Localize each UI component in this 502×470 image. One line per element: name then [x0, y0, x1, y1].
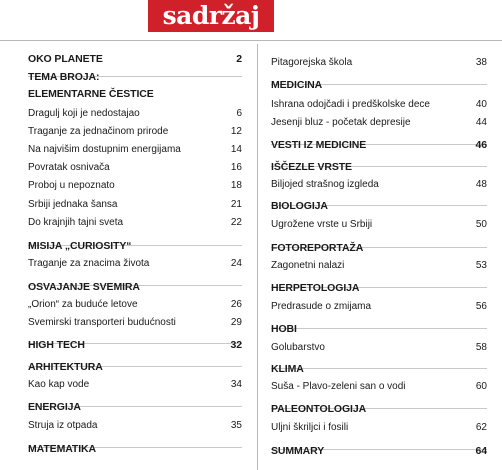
header-divider — [0, 40, 502, 41]
toc-page-number: 32 — [230, 339, 242, 351]
page-title: sadržaj — [162, 1, 260, 30]
toc-entry[interactable] — [28, 419, 242, 433]
column-divider — [257, 44, 258, 470]
toc-page-number: 29 — [230, 317, 242, 328]
toc-entry-title: HIGH TECH — [28, 339, 85, 351]
toc-section-heading[interactable] — [271, 362, 487, 376]
toc-entry[interactable] — [271, 218, 487, 232]
toc-section-heading[interactable] — [28, 360, 242, 374]
toc-section-heading[interactable] — [28, 70, 242, 84]
toc-page-number: 48 — [475, 179, 487, 190]
toc-page-number: 26 — [230, 299, 242, 310]
toc-page-number: 60 — [475, 381, 487, 392]
toc-entry[interactable] — [271, 98, 487, 112]
toc-entry-title: ELEMENTARNE ČESTICE — [28, 88, 154, 100]
toc-entry-title: TEMA BROJA: — [28, 71, 100, 83]
toc-entry-title: Uljni škriljci i fosili — [271, 422, 349, 433]
toc-page-number: 64 — [475, 445, 487, 457]
toc-section-heading[interactable] — [271, 160, 487, 174]
toc-entry[interactable] — [28, 161, 242, 175]
toc-page-number: 44 — [475, 117, 487, 128]
toc-page-number: 53 — [475, 260, 487, 271]
toc-page-number: 12 — [230, 126, 242, 137]
toc-entry-title: Ugrožene vrste u Srbiji — [271, 219, 373, 230]
toc-entry-title: HOBI — [271, 323, 297, 335]
toc-entry[interactable] — [271, 421, 487, 435]
toc-entry-title: Kao kap vode — [28, 379, 90, 390]
toc-page-number: 62 — [475, 422, 487, 433]
toc-entry-title: MATEMATIKA — [28, 443, 97, 455]
toc-section-heading[interactable] — [28, 52, 242, 66]
toc-entry[interactable] — [271, 56, 487, 70]
toc-entry[interactable] — [28, 257, 242, 271]
toc-entry-title: VESTI IZ MEDICINE — [271, 139, 367, 151]
toc-entry-title: OKO PLANETE — [28, 53, 103, 65]
toc-entry-title: PALEONTOLOGIJA — [271, 403, 367, 415]
toc-section-heading[interactable] — [271, 78, 487, 92]
toc-entry[interactable] — [28, 125, 242, 139]
toc-entry-title: MISIJA „CURIOSITY“ — [28, 240, 132, 252]
toc-page-number: 22 — [230, 217, 242, 228]
toc-section-heading[interactable] — [271, 281, 487, 295]
toc-entry-title: Do krajnjih tajni sveta — [28, 217, 124, 228]
toc-page-number: 50 — [475, 219, 487, 230]
toc-page-number: 34 — [230, 379, 242, 390]
toc-entry-title: KLIMA — [271, 363, 304, 375]
toc-page-number: 46 — [475, 139, 487, 151]
toc-entry-title: Golubarstvo — [271, 342, 325, 353]
toc-section-heading[interactable] — [271, 444, 487, 458]
toc-entry[interactable] — [28, 179, 242, 193]
toc-entry[interactable] — [28, 316, 242, 330]
toc-entry-title: Zagonetni nalazi — [271, 260, 345, 271]
toc-page-number: 14 — [230, 144, 242, 155]
toc-entry-title: Na najvišim dostupnim energijama — [28, 144, 181, 155]
toc-page-number: 58 — [475, 342, 487, 353]
toc-entry-title: Predrasude o zmijama — [271, 301, 372, 312]
toc-page-number: 35 — [230, 420, 242, 431]
toc-entry-title: Svemirski transporteri budućnosti — [28, 317, 176, 328]
toc-entry-title: Jesenji bluz - početak depresije — [271, 117, 411, 128]
toc-section-heading[interactable] — [271, 322, 487, 336]
toc-entry-title: Traganje za jednačinom prirode — [28, 126, 169, 137]
toc-entry[interactable] — [271, 178, 487, 192]
toc-page-number: 18 — [230, 180, 242, 191]
toc-entry-title: Suša - Plavo-zeleni san o vodi — [271, 381, 406, 392]
toc-entry-title: OSVAJANJE SVEMIRA — [28, 281, 140, 293]
toc-section-heading[interactable] — [271, 199, 487, 213]
toc-section-heading[interactable] — [28, 280, 242, 294]
toc-page-number: 16 — [230, 162, 242, 173]
toc-entry[interactable] — [28, 216, 242, 230]
toc-page-number: 2 — [236, 53, 242, 65]
toc-entry-title: Pitagorejska škola — [271, 57, 353, 68]
toc-entry[interactable] — [271, 341, 487, 355]
toc-entry-title: Dragulj koji je nedostajao — [28, 108, 140, 119]
toc-entry-title: FOTOREPORTAŽA — [271, 242, 364, 254]
toc-section-heading[interactable] — [28, 338, 242, 352]
toc-entry[interactable] — [271, 300, 487, 314]
toc-section-heading[interactable] — [28, 400, 242, 414]
toc-entry-title: BIOLOGIJA — [271, 200, 328, 212]
toc-entry[interactable] — [28, 298, 242, 312]
toc-page-number: 38 — [475, 57, 487, 68]
toc-entry[interactable] — [271, 380, 487, 394]
toc-entry-title: ENERGIJA — [28, 401, 81, 413]
toc-section-heading[interactable] — [271, 402, 487, 416]
toc-entry-title: SUMMARY — [271, 445, 325, 457]
toc-entry-title: Traganje za znacima života — [28, 258, 150, 269]
toc-page-number: 40 — [475, 99, 487, 110]
toc-entry-title: HERPETOLOGIJA — [271, 282, 360, 294]
toc-entry-title: Proboj u nepoznato — [28, 180, 115, 191]
toc-page-number: 21 — [230, 199, 242, 210]
toc-entry[interactable] — [28, 198, 242, 212]
toc-entry[interactable] — [271, 259, 487, 273]
toc-entry-title: Biljojed strašnog izgleda — [271, 179, 379, 190]
toc-entry-title: ARHITEKTURA — [28, 361, 103, 373]
toc-entry-title: Ishrana odojčadi i predškolske dece — [271, 99, 430, 110]
toc-section-heading[interactable] — [28, 239, 242, 253]
toc-entry[interactable] — [28, 378, 242, 392]
toc-entry-title: Povratak osnivača — [28, 162, 110, 173]
toc-section-heading[interactable] — [271, 138, 487, 152]
header-banner — [0, 0, 502, 32]
toc-section-heading[interactable] — [28, 87, 242, 101]
toc-page-number: 56 — [475, 301, 487, 312]
toc-entry[interactable] — [28, 107, 242, 121]
toc-entry-title: IŠČEZLE VRSTE — [271, 161, 352, 173]
toc-entry-title: Struja iz otpada — [28, 420, 98, 431]
toc-section-heading[interactable] — [271, 241, 487, 255]
toc-entry-title: Srbiji jednaka šansa — [28, 199, 118, 210]
toc-page-number: 6 — [236, 108, 242, 119]
toc-entry-title: MEDICINA — [271, 79, 323, 91]
toc-page-number: 24 — [230, 258, 242, 269]
toc-entry[interactable] — [271, 116, 487, 130]
toc-entry-title: „Orion“ za buduće letove — [28, 299, 138, 310]
toc-section-heading[interactable] — [28, 442, 242, 456]
toc-entry[interactable] — [28, 143, 242, 157]
